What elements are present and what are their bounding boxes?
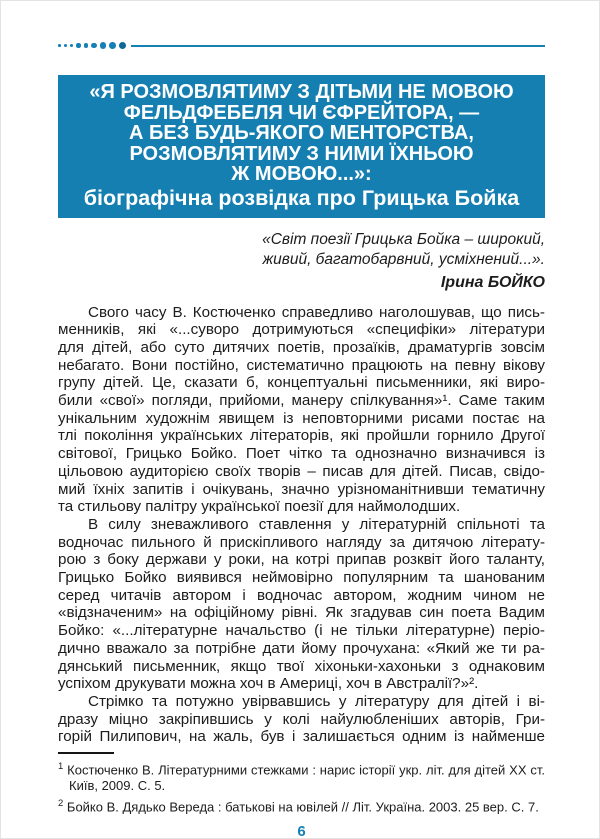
text-line: дично вважало за потрібне дати йому прочухана: «Який же ти ра- [58,639,545,657]
top-ornament [58,41,545,50]
text-line: В силу зневажливого ставлення у літературній спільноті та [88,515,545,533]
title-line: Ж МОВОЮ...»: [231,163,372,185]
paragraph [58,516,545,693]
article-body [58,304,545,747]
chapter-title-box [58,75,545,218]
title-line: РОЗМОВЛЯТИМУ З НИМИ ЇХНЬОЮ [129,142,474,165]
text-line: били «свої» погляди, прийоми, манеру спілкування»¹. Саме таким [58,392,545,410]
ornament-dot [109,42,116,49]
text-line: серед читачів автором і водночас автором, жодним чином не [58,586,545,604]
epigraph-line: «Світ поезії Грицька Бойка – широкий, [262,230,545,248]
epigraph-author: Ірина БОЙКО [440,273,545,291]
paragraph [58,693,545,746]
ornament-dot [76,43,80,47]
ornament-dot [84,43,89,48]
text-line: для дітей, або суто дитячих поетів, прозаїків, драматургів зовсім [58,338,545,356]
text-line: групу дітей. Це, сказати б, концептуальні письменники, які виро- [58,374,545,392]
paragraph [58,304,545,516]
text-line: Бойко: «...літературне начальство (і не тільки літературне) періо- [58,622,545,640]
ornament-dot [64,44,67,47]
footnote-item: $^1$ Костюченко В. Літературними стежками : нарис історії укр. літ. для дітей ХХ ст. Київ, 2009. С. 5. [58,761,545,793]
text-line: дразу міцно закріпившись у колі найулюбленіших авторів, Гри- [58,710,545,728]
text-line: горій Пилипович, на жаль, був і залишається одним із найменше [58,728,545,746]
text-line: небагато. Вони постійно, систематично працюють на певну вікову [58,356,545,374]
ornament-dot [119,42,126,49]
chapter-title-quote [62,82,541,185]
top-rule-line [131,45,545,47]
text-line: та стильову палітру української поезії для наймолодших. [58,498,461,516]
growing-dots-icon [58,42,129,49]
chapter-subtitle: біографічна розвідка про Грицька Бойка [83,185,520,210]
ornament-dot [100,42,106,48]
text-line: цільовою аудиторією своїх творів – писав для дітей. Писав, свідо- [58,462,545,480]
ornament-dot [91,43,97,49]
text-line: Свого часу В. Костюченко справедливо наголошував, що пись- [88,303,545,321]
epigraph-text [58,230,545,270]
ornament-dot [58,44,61,47]
footnote-item: $^2$ Бойко В. Дядько Вереда : батькові на ювілей // Літ. Україна. 2003. 25 вер. С. 7. [58,797,539,814]
title-line: А БЕЗ БУДЬ-ЯКОГО МЕНТОРСТВА, [129,122,474,144]
text-line: менників, які «...суворо дотримуються «специфіки» літератури [58,321,545,339]
epigraph-line: живий, багатобарвний, усміхнений...». [262,250,545,268]
footnote-marker: 2 [58,797,64,809]
title-line: ФЕЛЬДФЕБЕЛЯ ЧИ ЄФРЕЙТОРА, — [123,101,480,124]
text-line: унікальним художнім явищем із неповторними рисами постає на [58,409,545,427]
text-line: дянський письменник, якщо твої хіхоньки-хахоньки з однаковим [58,657,545,675]
footnote-marker: 1 [58,761,64,773]
text-line: Грицько Бойко виявився неймовірно популярним та шанованим [58,569,545,587]
footnote-separator [58,752,114,754]
text-line: світової, Грицько Бойко. Поет чітко та однозначно визначився із [58,445,545,463]
epigraph [58,230,545,293]
ornament-dot [70,44,74,48]
text-line: рою з боку держави у роки, на котрі припав розквіт його таланту, [58,551,545,569]
text-line: Стрімко та потужно увірвавшись у літературу для дітей і ві- [88,692,545,710]
text-line: тлі покоління українських літераторів, які пройшли горнило Другої [58,427,545,445]
text-line: водночас пильного й прискіпливого нагляду за дитячою літерату- [58,533,545,551]
page-number: 6 [297,822,306,839]
title-line: «Я РОЗМОВЛЯТИМУ З ДІТЬМИ НЕ МОВОЮ [89,81,514,103]
text-line: успіхом друкувати можна хоч в Америці, хоч в Австралії?»². [58,675,479,693]
text-line: «відзначеним» на офіційному рівні. Як згадував син поета Вадим [58,604,545,622]
text-line: мий їхніх запитів і очікувань, значно урізноманітнивши тематичну [58,480,545,498]
footnotes [58,759,545,814]
